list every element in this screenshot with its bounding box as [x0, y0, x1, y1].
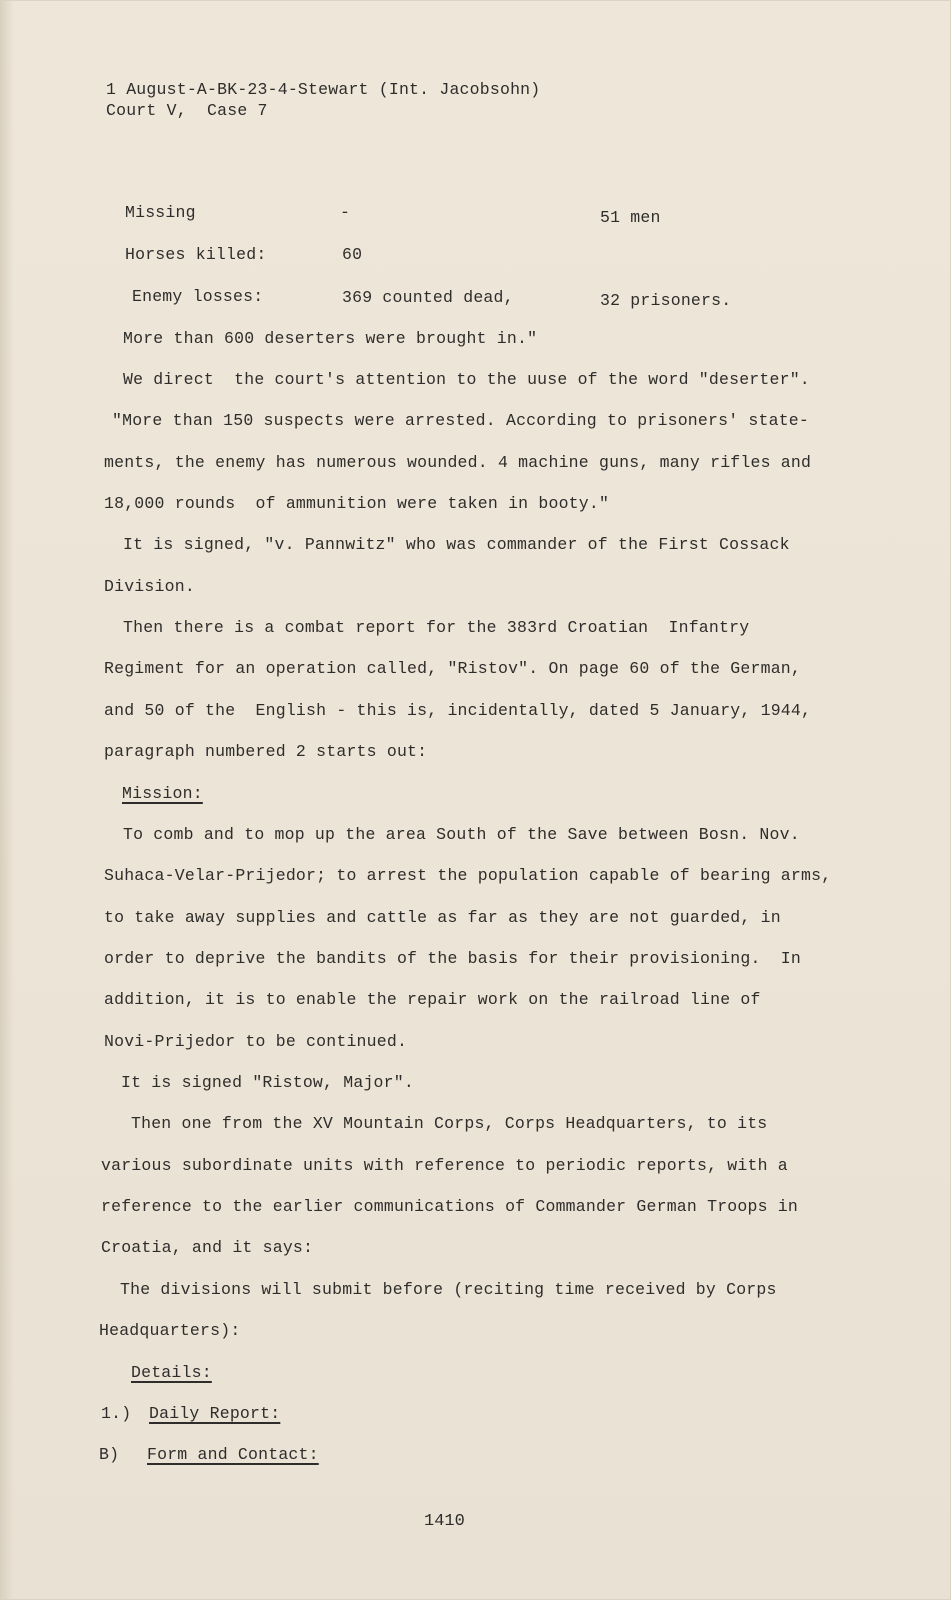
enemy-dead-value: 369 counted dead, [342, 288, 514, 307]
list-item-form-and-contact: Form and Contact: [147, 1445, 319, 1464]
text-line: Then there is a combat report for the 383rd Croatian Infantry [123, 618, 750, 637]
text-line: Novi-Prijedor to be continued. [104, 1032, 408, 1051]
list-item-daily-report: Daily Report: [149, 1404, 281, 1423]
missing-dash: - [340, 203, 351, 222]
text-line: We direct the court's attention to the uuse of the word "deserter". [123, 370, 810, 389]
text-line: various subordinate units with reference to periodic reports, with a [101, 1156, 788, 1175]
list-item-number: 1.) [101, 1404, 132, 1423]
page-number: 1410 [424, 1512, 465, 1531]
header-court-case: Court V, Case 7 [106, 101, 268, 120]
enemy-prisoners-value: 32 prisoners. [600, 291, 732, 310]
missing-value: 51 men [600, 208, 661, 227]
section-heading-mission: Mission: [122, 784, 203, 803]
text-line: order to deprive the bandits of the basis for their provisioning. In [104, 949, 802, 968]
text-line: addition, it is to enable the repair work on the railroad line of [104, 990, 761, 1009]
horses-killed-label: Horses killed: [125, 245, 267, 264]
text-line: paragraph numbered 2 starts out: [104, 742, 428, 761]
horses-killed-value: 60 [342, 245, 363, 264]
text-line: reference to the earlier communications of Commander German Troops in [101, 1197, 799, 1216]
text-line: "More than 150 suspects were arrested. According to prisoners' state- [112, 411, 810, 430]
text-line: Headquarters): [99, 1321, 241, 1340]
text-line: It is signed "Ristow, Major". [121, 1073, 414, 1092]
missing-label: Missing [125, 203, 196, 222]
text-line: to take away supplies and cattle as far as they are not guarded, in [104, 908, 781, 927]
text-line: 18,000 rounds of ammunition were taken in booty." [104, 494, 610, 513]
text-line: Regiment for an operation called, "Ristov". On page 60 of the German, [104, 659, 802, 678]
text-line: and 50 of the English - this is, incidentally, dated 5 January, 1944, [104, 701, 812, 720]
text-line: Croatia, and it says: [101, 1238, 314, 1257]
text-line: The divisions will submit before (reciting time received by Corps [120, 1280, 777, 1299]
header-reference: 1 August-A-BK-23-4-Stewart (Int. Jacobsohn) [106, 80, 541, 99]
enemy-losses-label: Enemy losses: [132, 287, 264, 306]
text-line: Then one from the XV Mountain Corps, Corps Headquarters, to its [131, 1114, 768, 1133]
text-line: Suhaca-Velar-Prijedor; to arrest the population capable of bearing arms, [104, 866, 832, 885]
text-line: It is signed, "v. Pannwitz" who was commander of the First Cossack [123, 535, 790, 554]
list-item-letter: B) [99, 1445, 120, 1464]
text-line: More than 600 deserters were brought in." [123, 329, 538, 348]
text-line: To comb and to mop up the area South of the Save between Bosn. Nov. [123, 825, 800, 844]
section-heading-details: Details: [131, 1363, 212, 1382]
text-line: ments, the enemy has numerous wounded. 4 machine guns, many rifles and [104, 453, 812, 472]
text-line: Division. [104, 577, 195, 596]
